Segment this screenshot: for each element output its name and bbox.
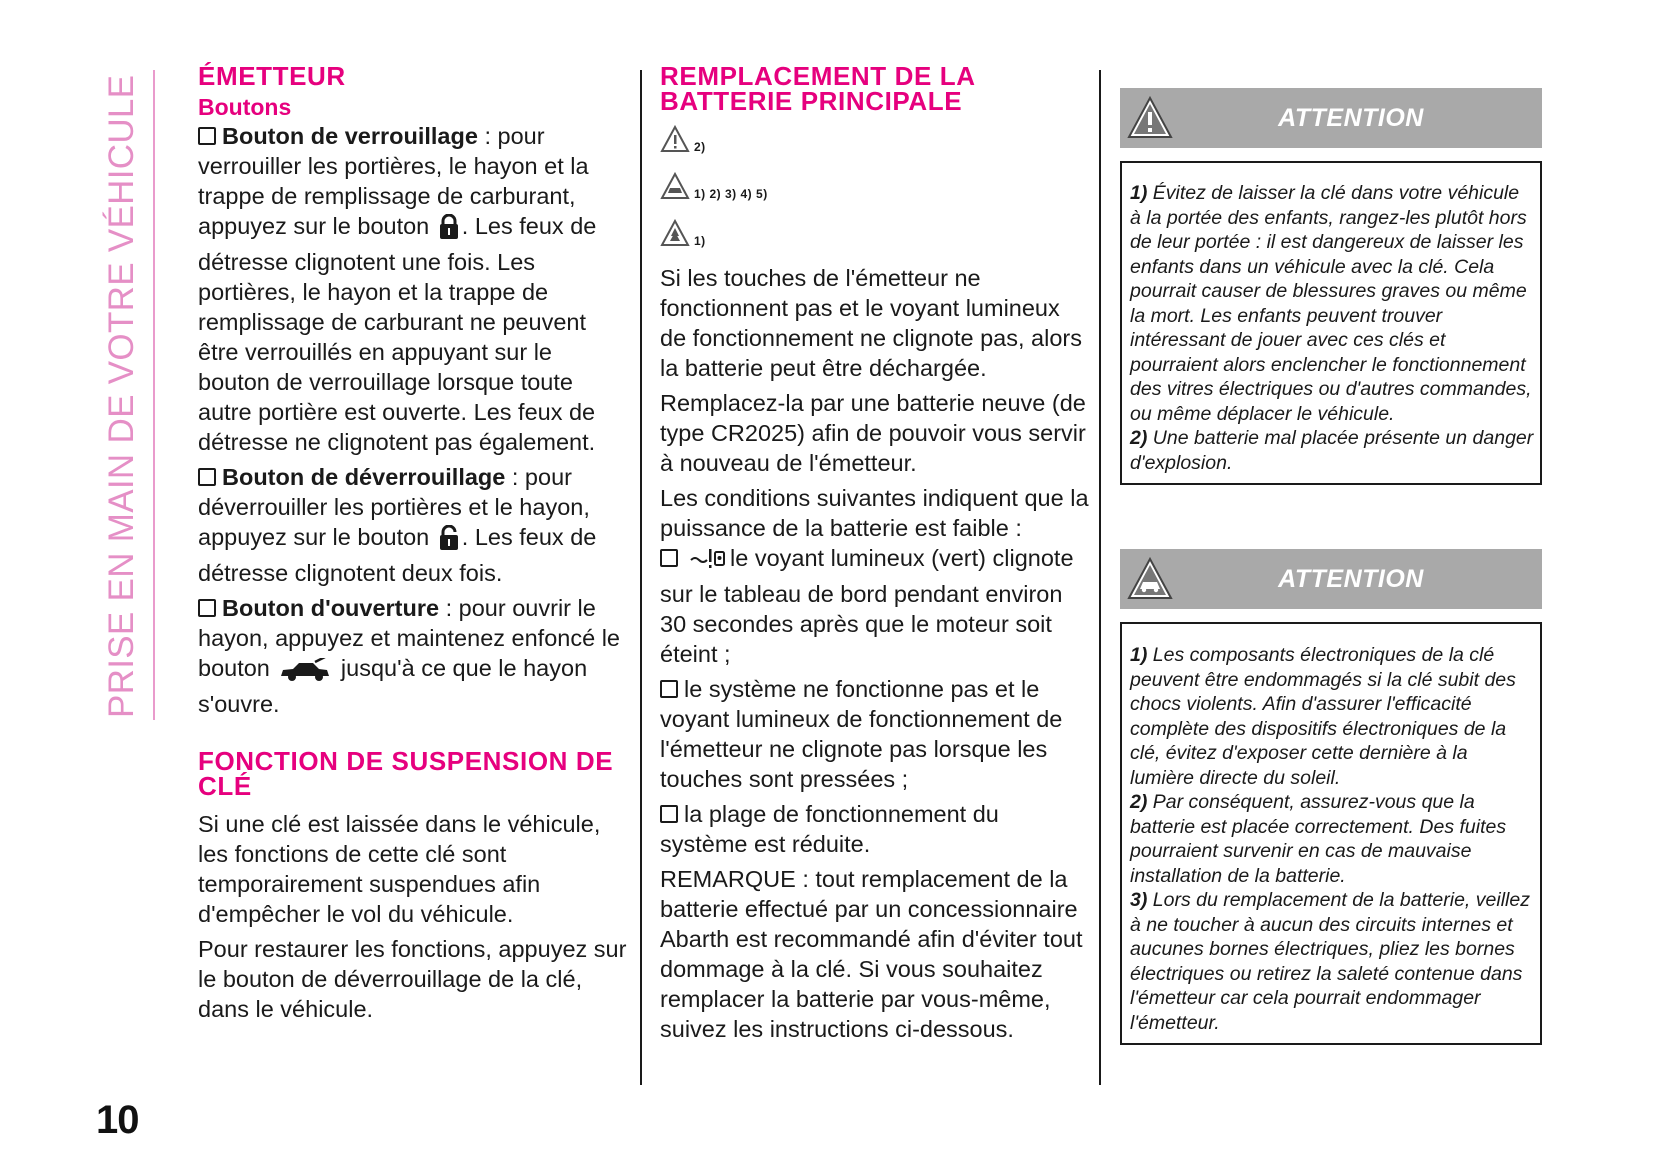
warning-item-text: Une batterie mal placée présente un danger d'explosion. — [1130, 427, 1534, 474]
warning-item — [1130, 643, 1534, 790]
warning-item-number: 2) — [1130, 427, 1148, 449]
lock-text-after: . Les feux de détresse clignotent une fois. Les portières, le hayon et la trappe de remplissage de carburant ne peuvent être verrouillés en appuyant sur le bouton de verrouillage lorsque toute autre portière est ouverte. Les feux de détresse ne clignotent pas également. — [198, 213, 597, 455]
warning-box-1 — [1120, 161, 1542, 485]
car-warning-triangle-icon — [660, 171, 690, 208]
reference-numbers: 1) — [694, 234, 706, 248]
warning-triangle-icon — [660, 124, 690, 161]
column-divider-right — [1099, 70, 1101, 1085]
reference-row — [660, 216, 1090, 256]
open-button-label: Bouton d'ouverture — [222, 595, 440, 621]
warning-item-text: Les composants électroniques de la clé peuvent être endommagés si la clé subit des chocs violents. Afin d'assurer l'efficacité complète des dispositifs électroniques de la clé, évitez d'exposer cette dernière à la lumière directe du soleil. — [1130, 644, 1516, 789]
heading-suspension: FONCTION DE SUSPENSION DE CLÉ — [198, 746, 614, 801]
paragraph-lock-button — [198, 121, 628, 457]
warning-item — [1130, 181, 1534, 426]
warning-title: ATTENTION — [1278, 103, 1424, 132]
warning-item-text: Lors du remplacement de la batterie, veillez à ne toucher à aucun des circuits internes et aucunes bornes électriques, pliez les bornes électriques ou retirez la saleté contenue dans l'émetteur car cela pourrait endommager l'émetteur. — [1130, 889, 1530, 1034]
checkbox-bullet-icon — [660, 549, 678, 567]
bullet-systeme-text: le système ne fonctionne pas et le voyant lumineux de fonctionnement de l'émetteur ne clignote pas lorsque les touches sont pressées ; — [660, 676, 1063, 792]
warning-title: ATTENTION — [1278, 564, 1424, 593]
warning-item-number: 3) — [1130, 889, 1148, 911]
checkbox-bullet-icon — [198, 599, 216, 617]
padlock-open-icon — [439, 525, 459, 558]
reference-numbers: 2) — [694, 140, 706, 154]
car-trunk-icon — [279, 658, 331, 689]
checkbox-bullet-icon — [198, 468, 216, 486]
column-divider-left — [640, 70, 642, 1085]
warning-item — [1130, 426, 1534, 475]
reference-numbers: 1) 2) 3) 4) 5) — [694, 187, 768, 201]
bullet-plage-text: la plage de fonctionnement du système est réduite. — [660, 801, 999, 857]
car-warning-triangle-icon — [1120, 549, 1180, 609]
open-text-before: : pour ouvrir le hayon, appuyez et maintenez enfoncé le bouton — [198, 595, 620, 681]
subheading-boutons: Boutons — [198, 94, 292, 120]
paragraph-batterie-2: Remplacez-la par une batterie neuve (de type CR2025) afin de pouvoir vous servir à nouveau de l'émetteur. — [660, 390, 1086, 476]
heading-remplacement-batterie: REMPLACEMENT DE LA BATTERIE PRINCIPALE — [660, 61, 975, 116]
warning-box-2 — [1120, 622, 1542, 1045]
padlock-closed-icon — [439, 214, 459, 247]
bullet-voyant — [660, 543, 1090, 669]
warning-item-text: Évitez de laisser la clé dans votre véhicule à la portée des enfants, rangez-les plutôt hors de leur portée : il est dangereux de laisser les enfants dans un véhicule avec la clé. Cela pourrait causer de blessures graves ou même la mort. Les enfants peuvent trouver intéressant de jouer avec ces clés et pourraient alors enclencher le fonctionnement des vitres électriques ou d'autres commandes, ou même déplacer le véhicule. — [1130, 182, 1532, 425]
section-divider — [153, 70, 155, 720]
page-number: 10 — [96, 1098, 139, 1142]
warning-item-number: 1) — [1130, 644, 1148, 666]
reference-row — [660, 169, 1090, 209]
paragraph-unlock-button — [198, 462, 628, 588]
lock-text-before: : pour verrouiller les portières, le hayon et la trappe de remplissage de carburant, appuyez sur le bouton — [198, 123, 589, 239]
column-batterie — [660, 61, 1090, 1049]
warning-item-text: Par conséquent, assurez-vous que la batterie est placée correctement. Des fuites pourraient survenir en cas de mauvaise installation de la batterie. — [1130, 791, 1507, 887]
column-emetteur — [198, 61, 628, 1029]
warning-item-number: 1) — [1130, 182, 1148, 204]
paragraph-open-button — [198, 593, 628, 719]
section-title-vertical: PRISE EN MAIN DE VOTRE VÉHICULE — [102, 74, 141, 718]
bullet-plage — [660, 799, 1090, 859]
warning-item — [1130, 790, 1534, 888]
paragraph-remarque: REMARQUE : tout remplacement de la batterie effectué par un concessionnaire Abarth est recommandé afin d'éviter tout dommage à la clé. Si vous souhaitez remplacer la batterie par vous-même, suivez les instructions ci-dessous. — [660, 866, 1083, 1042]
warning-header-2 — [1120, 549, 1542, 609]
warning-item-number: 2) — [1130, 791, 1148, 813]
open-text-after: jusqu'à ce que le hayon s'ouvre. — [198, 655, 588, 717]
checkbox-bullet-icon — [198, 127, 216, 145]
heading-emetteur: ÉMETTEUR — [198, 61, 346, 91]
paragraph-batterie-1: Si les touches de l'émetteur ne fonctionnent pas et le voyant lumineux de fonctionnement ne clignote pas, alors la batterie peut être déchargée. — [660, 265, 1082, 381]
lock-button-label: Bouton de verrouillage — [222, 123, 478, 149]
warning-triangle-icon — [1120, 88, 1180, 148]
bullet-voyant-text: le voyant lumineux (vert) clignote sur le tableau de bord pendant environ 30 secondes après que le moteur soit éteint ; — [660, 545, 1074, 667]
checkbox-bullet-icon — [660, 805, 678, 823]
bullet-systeme — [660, 674, 1090, 794]
reference-row — [660, 122, 1090, 162]
unlock-text-before: : pour déverrouiller les portières et le hayon, appuyez sur le bouton — [198, 464, 590, 550]
paragraph-batterie-3: Les conditions suivantes indiquent que la puissance de la batterie est faible : — [660, 485, 1089, 541]
unlock-text-after: . Les feux de détresse clignotent deux fois. — [198, 524, 597, 586]
key-indicator-icon — [687, 546, 727, 579]
unlock-button-label: Bouton de déverrouillage — [222, 464, 506, 490]
environment-triangle-icon — [660, 218, 690, 255]
warning-header-1 — [1120, 88, 1542, 148]
warning-item — [1130, 888, 1534, 1035]
paragraph-suspension-2: Pour restaurer les fonctions, appuyez sur le bouton de déverrouillage de la clé, dans le véhicule. — [198, 936, 627, 1022]
paragraph-suspension-1: Si une clé est laissée dans le véhicule, les fonctions de cette clé sont temporairement suspendues afin d'empêcher le vol du véhicule. — [198, 811, 601, 927]
checkbox-bullet-icon — [660, 680, 678, 698]
